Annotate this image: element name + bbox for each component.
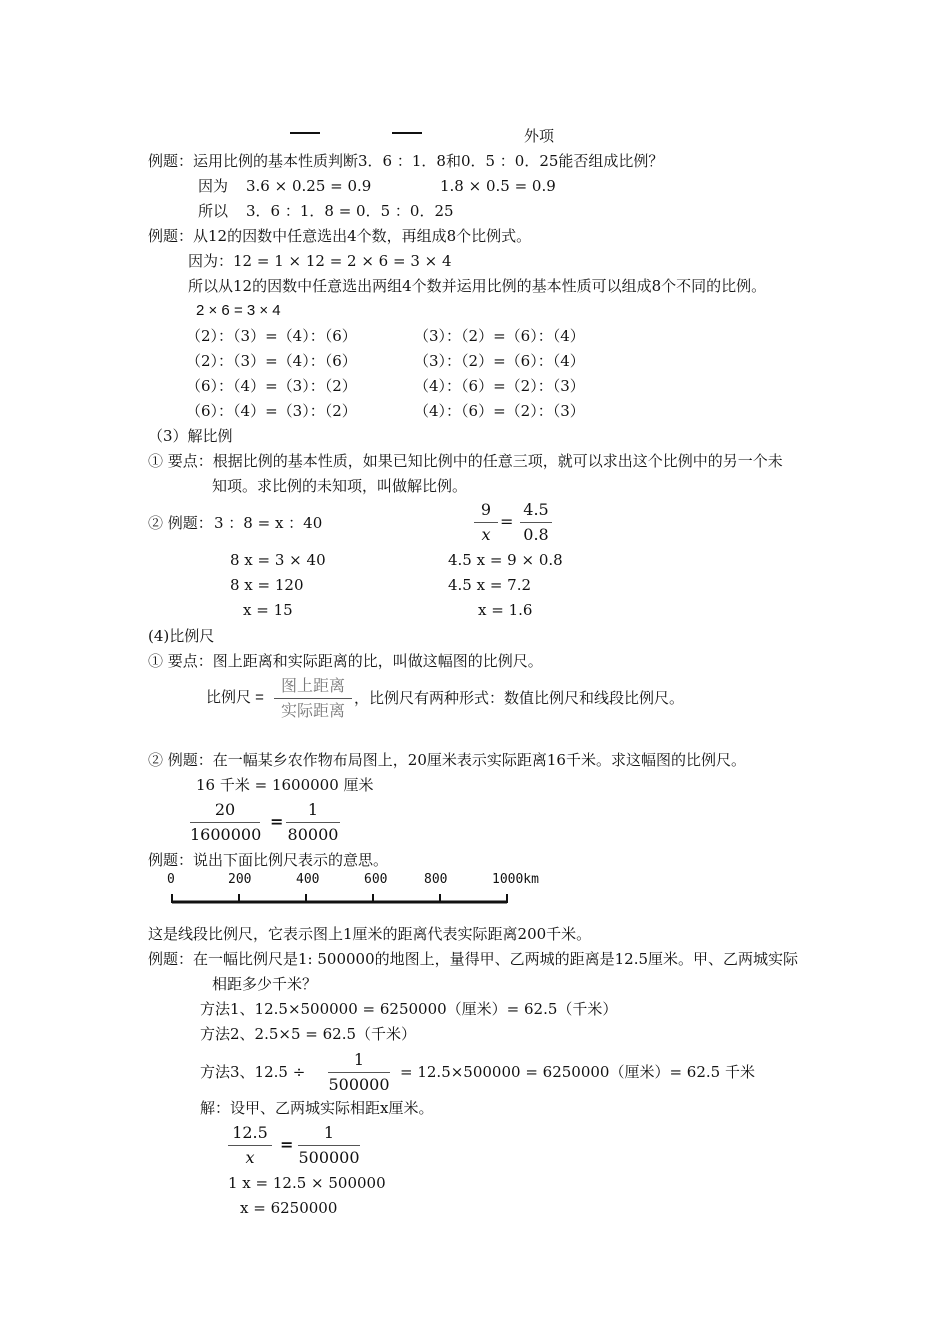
factors-product: 2 × 6 = 3 × 4 xyxy=(196,302,281,319)
solution-f1-den: x xyxy=(245,1148,255,1167)
solve-example-label: ② 例题： xyxy=(148,514,213,532)
judge-question: 例题：运用比例的基本性质判断3．6 ：1．8和0．5 ：0．25能否组成比例？ xyxy=(148,152,664,170)
fraction-bar xyxy=(298,1145,360,1146)
scale-bar-line xyxy=(160,870,550,910)
solve-heading: （3）解比例 xyxy=(148,427,233,445)
method-3-post: = 12.5×500000 = 6250000（厘米）= 62.5 千米 xyxy=(400,1063,755,1081)
scale-bar xyxy=(160,870,550,910)
solve-fraction-left xyxy=(474,500,498,545)
scale-ex1-f2-num: 1 xyxy=(307,800,319,819)
proportion-row-3-left: （6）：（4）=（3）：（2） xyxy=(186,377,357,395)
solution-step-1: 1 x = 12.5 × 500000 xyxy=(228,1174,386,1192)
solution-step-2: x = 6250000 xyxy=(240,1199,338,1217)
fraction-bar xyxy=(190,822,260,823)
fraction-bar xyxy=(520,522,552,523)
solve-right-step-1: 4.5 x = 9 × 0.8 xyxy=(448,551,563,569)
scale-bar-label-0: 0 xyxy=(167,872,175,887)
solution-fraction-1 xyxy=(228,1123,272,1168)
solution-eq: = xyxy=(280,1135,294,1154)
scale-ex1-f1-den: 1600000 xyxy=(190,825,262,844)
judge-because-2: 1.8 × 0.5 = 0.9 xyxy=(440,177,556,195)
scale-def-num: 图上距离 xyxy=(280,676,345,695)
fraction-bar xyxy=(286,822,340,823)
scale-def-label: 比例尺 = xyxy=(206,689,264,706)
header-dash-right xyxy=(392,132,422,134)
method-3-den: 500000 xyxy=(328,1075,390,1094)
proportion-row-2-right: （3）：（2）=（6）：（4） xyxy=(414,352,585,370)
scale-ex1-conversion: 16 千米 = 1600000 厘米 xyxy=(196,776,374,794)
fraction-bar xyxy=(328,1072,390,1073)
solve-point-line-2: 知项。求比例的未知项，叫做解比例。 xyxy=(212,477,468,495)
factors-because: 因为：12 = 1 × 12 = 2 × 6 = 3 × 4 xyxy=(188,252,452,270)
scale-def-tail: ，比例尺有两种形式：数值比例尺和线段比例尺。 xyxy=(354,689,685,707)
judge-because-label: 因为 xyxy=(198,177,229,195)
scale-ex1-eq: = xyxy=(270,812,284,831)
judge-so-label: 所以 xyxy=(198,202,229,220)
judge-so-text: 3．6 ：1．8 = 0．5 ：0．25 xyxy=(246,202,454,220)
method-3-pre: 方法3、12.5 ÷ xyxy=(200,1063,306,1081)
scale-ex3-question-line-2: 相距多少千米？ xyxy=(212,975,318,993)
scale-ex1-fraction-1 xyxy=(190,800,260,845)
fraction-bar xyxy=(274,698,352,699)
solve-fraction-left-num: 9 xyxy=(480,500,492,519)
scale-ex1-fraction-2 xyxy=(286,800,340,845)
header-dash-left xyxy=(290,132,320,134)
scale-bar-label-600: 600 xyxy=(364,872,388,887)
judge-because-1: 3.6 × 0.25 = 0.9 xyxy=(246,177,372,195)
proportion-row-1-right: （3）：（2）=（6）：（4） xyxy=(414,327,585,345)
solve-right-step-2: 4.5 x = 7.2 xyxy=(448,576,532,594)
proportion-row-3-right: （4）：（6）=（2）：（3） xyxy=(414,377,585,395)
solve-left-step-1: 8 x = 3 × 40 xyxy=(230,551,326,569)
scale-heading: (4)比例尺 xyxy=(148,627,215,645)
solve-fraction-right-den: 0.8 xyxy=(523,525,549,544)
scale-ex2-answer: 这是线段比例尺，它表示图上1厘米的距离代表实际距离200千米。 xyxy=(148,925,592,943)
scale-ex2-question: 例题：说出下面比例尺表示的意思。 xyxy=(148,851,389,869)
scale-def-den: 实际距离 xyxy=(280,701,345,720)
scale-def-fraction xyxy=(274,676,352,721)
solve-left-step-2: 8 x = 120 xyxy=(230,576,304,594)
solve-left-step-3: x = 15 xyxy=(243,601,293,619)
scale-point: ① 要点：图上距离和实际距离的比，叫做这幅图的比例尺。 xyxy=(148,652,543,670)
proportion-row-4-left: （6）：（4）=（3）：（2） xyxy=(186,402,357,420)
solve-example-equation: 3 ：8 = x ：40 xyxy=(214,514,323,532)
solve-fraction-right-num: 4.5 xyxy=(523,500,549,519)
solution-f2-den: 500000 xyxy=(298,1148,360,1167)
solve-fraction-left-den: x xyxy=(481,525,491,544)
scale-bar-label-800: 800 xyxy=(424,872,448,887)
proportion-row-2-left: （2）：（3）=（4）：（6） xyxy=(186,352,357,370)
factors-question: 例题：从12的因数中任意选出4个数，再组成8个比例式。 xyxy=(148,227,532,245)
outer-term-label: 外项 xyxy=(524,127,555,145)
scale-bar-label-200: 200 xyxy=(228,872,252,887)
solution-fraction-2 xyxy=(298,1123,360,1168)
solution-f1-num: 12.5 xyxy=(232,1123,268,1142)
method-1: 方法1、12.5×500000 = 6250000（厘米）= 62.5（千米） xyxy=(200,1000,618,1018)
solve-right-step-3: x = 1.6 xyxy=(478,601,533,619)
proportion-row-4-right: （4）：（6）=（2）：（3） xyxy=(414,402,585,420)
solution-label: 解：设甲、乙两城实际相距x厘米。 xyxy=(200,1099,434,1117)
proportion-row-1-left: （2）：（3）=（4）：（6） xyxy=(186,327,357,345)
method-2: 方法2、2.5×5 = 62.5（千米） xyxy=(200,1025,417,1043)
method-3-num: 1 xyxy=(353,1050,365,1069)
scale-ex1-question: ② 例题：在一幅某乡农作物布局图上，20厘米表示实际距离16千米。求这幅图的比例尺。 xyxy=(148,751,746,769)
scale-bar-label-1000km: 1000km xyxy=(492,872,539,887)
solve-fraction-eq: = xyxy=(500,512,514,531)
fraction-bar xyxy=(228,1145,272,1146)
factors-so: 所以从12的因数中任意选出两组4个数并运用比例的基本性质可以组成8个不同的比例。 xyxy=(188,277,767,295)
scale-ex3-question-line-1: 例题：在一幅比例尺是1: 500000的地图上，量得甲、乙两城的距离是12.5厘米。甲、乙两城实际 xyxy=(148,950,799,968)
fraction-bar xyxy=(474,522,498,523)
method-3-fraction xyxy=(328,1050,390,1095)
solve-fraction-right xyxy=(520,500,552,545)
scale-ex1-f1-num: 20 xyxy=(214,800,236,819)
solution-f2-num: 1 xyxy=(323,1123,335,1142)
solve-point-line-1: ① 要点：根据比例的基本性质，如果已知比例中的任意三项，就可以求出这个比例中的另一个未 xyxy=(148,452,783,470)
scale-ex1-f2-den: 80000 xyxy=(287,825,339,844)
scale-bar-label-400: 400 xyxy=(296,872,320,887)
